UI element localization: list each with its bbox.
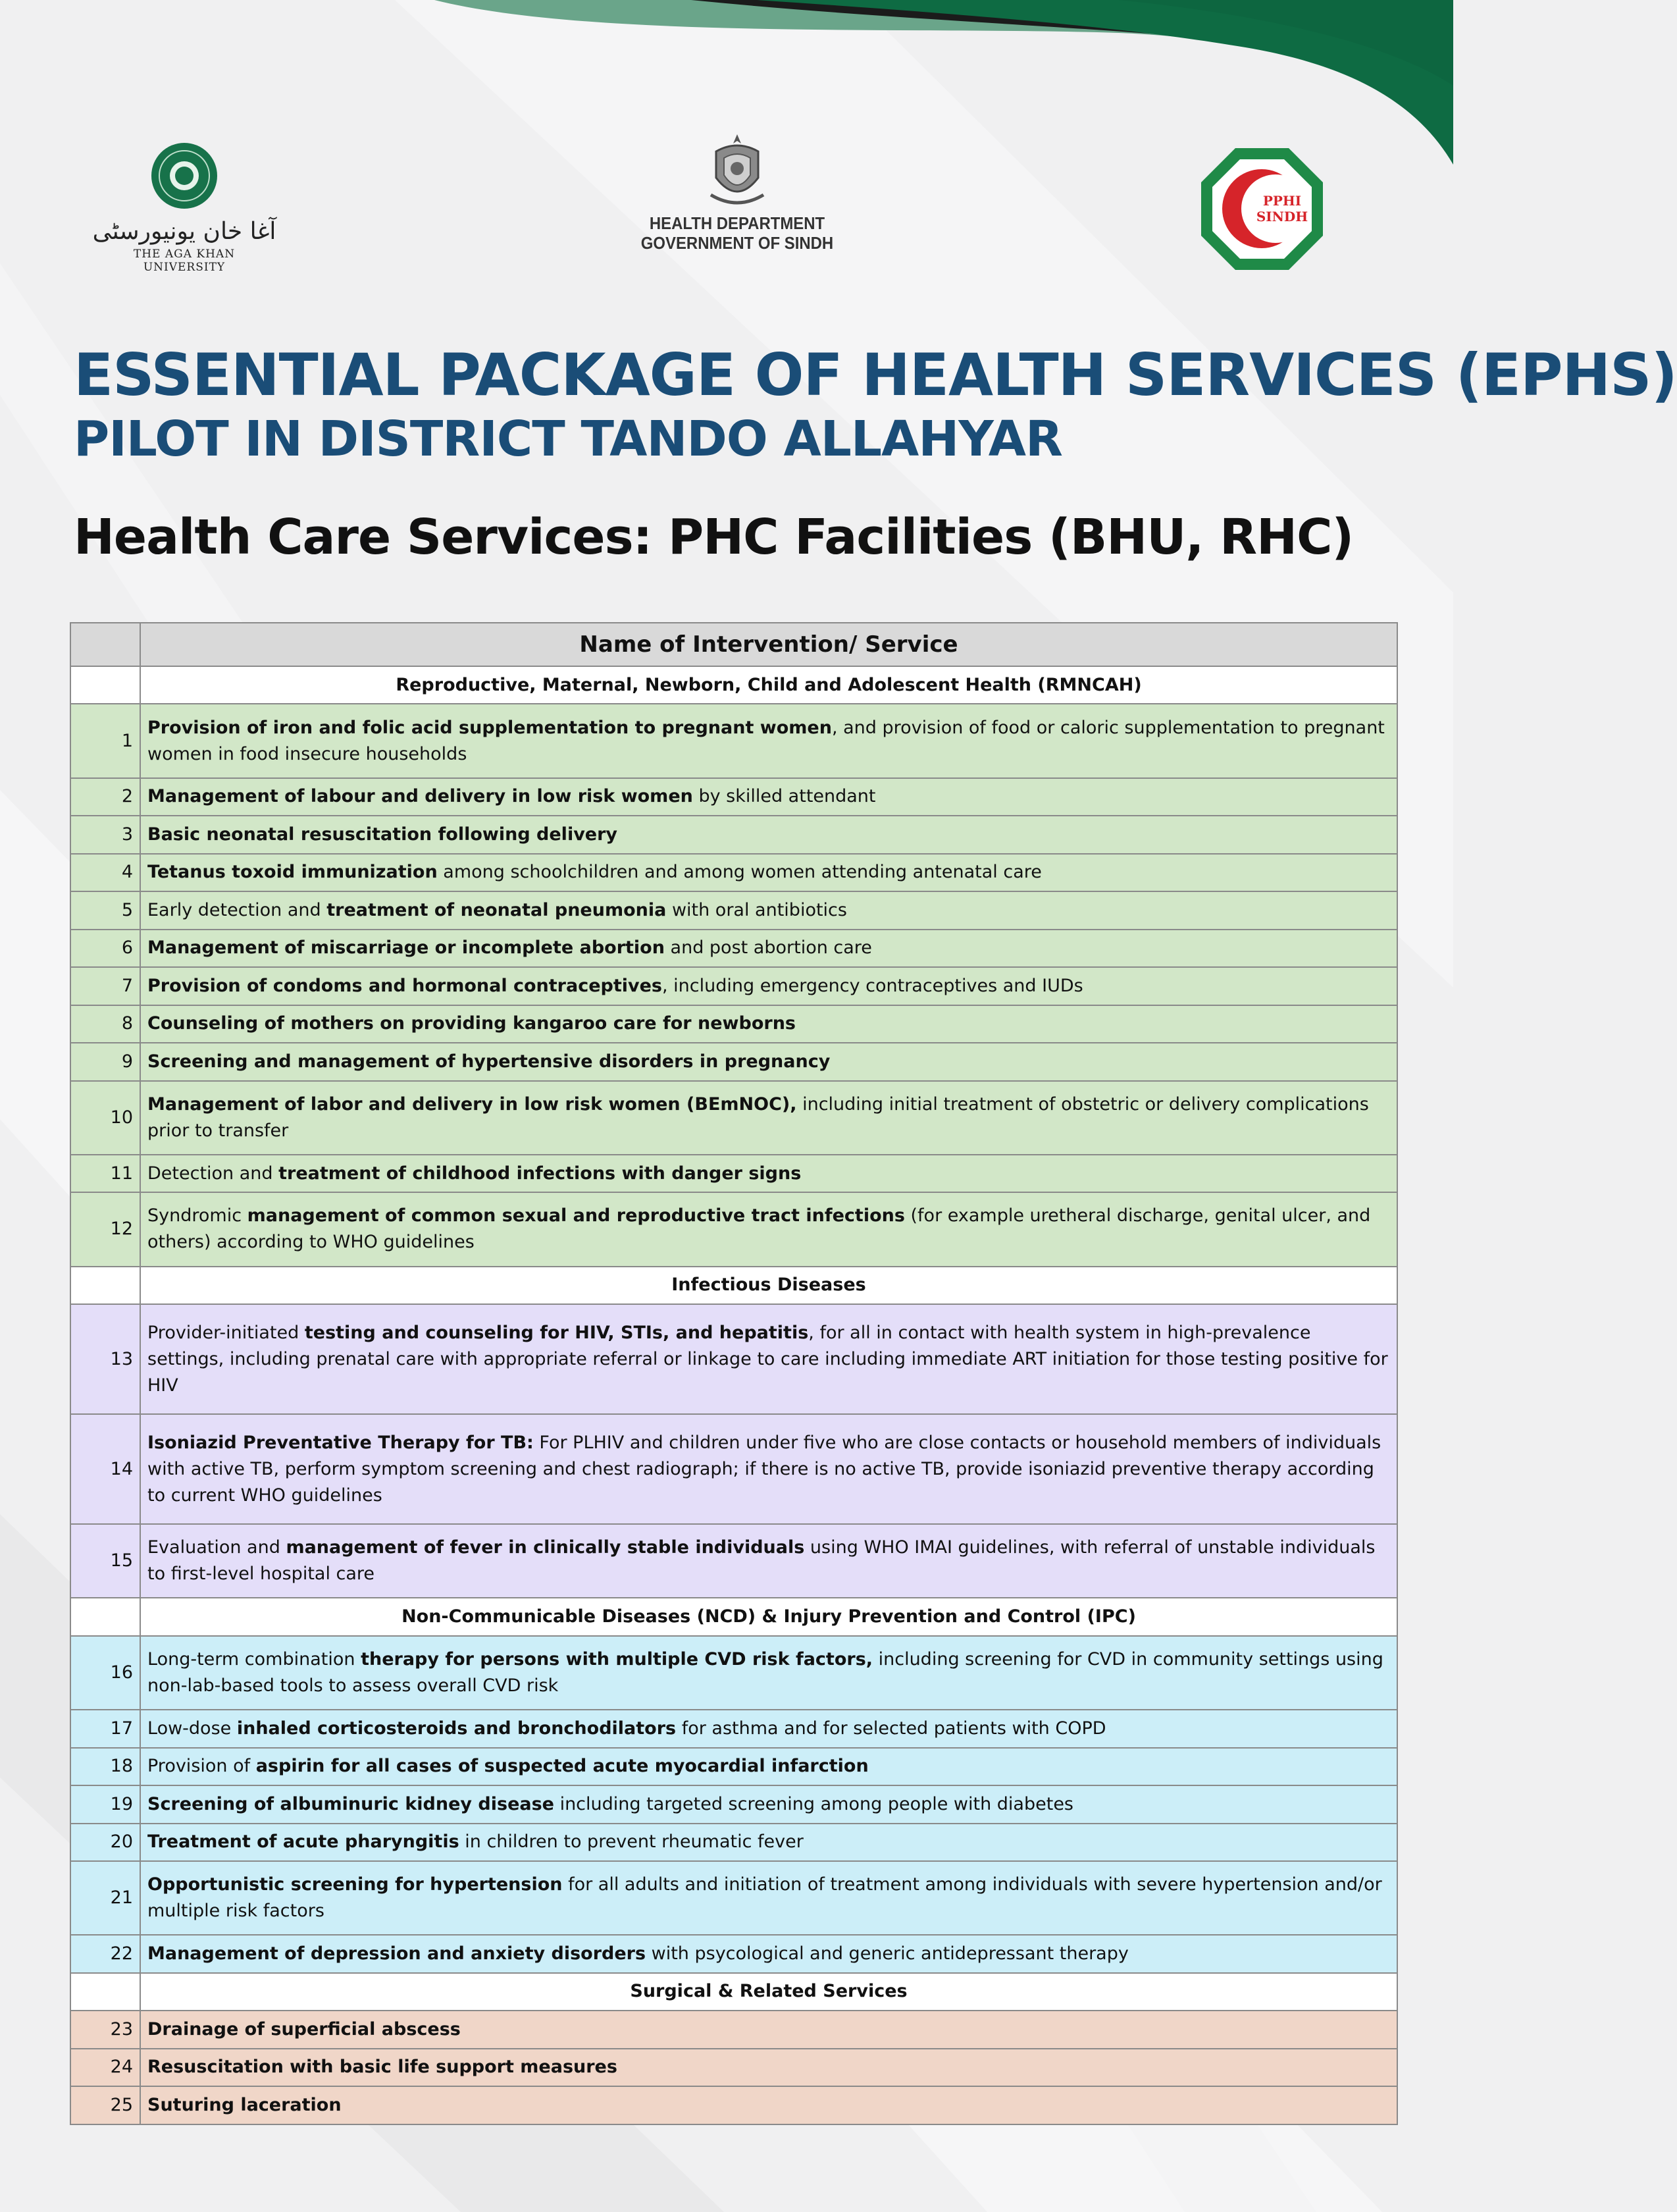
service-description bbox=[140, 1192, 1397, 1266]
service-text-emphasis: Isoniazid Preventative Therapy for TB: bbox=[147, 1432, 534, 1453]
table-row bbox=[70, 1636, 1397, 1710]
health-department-logo bbox=[612, 132, 862, 263]
section-number-cell bbox=[70, 1598, 140, 1635]
service-text-emphasis: treatment of childhood infections with danger signs bbox=[278, 1163, 802, 1184]
table-row bbox=[70, 1304, 1397, 1414]
service-text-post: including screening for CVD in community settings using non-lab-based tools to assess overall CVD risk bbox=[147, 1648, 1383, 1696]
table-header-row bbox=[70, 623, 1397, 666]
service-description bbox=[140, 1785, 1397, 1823]
service-text-post: with psycological and generic antidepressant therapy bbox=[646, 1943, 1129, 1964]
row-number: 6 bbox=[70, 930, 140, 967]
row-number: 13 bbox=[70, 1304, 140, 1414]
row-number: 22 bbox=[70, 1935, 140, 1972]
section-title: Reproductive, Maternal, Newborn, Child and Adolescent Health (RMNCAH) bbox=[140, 666, 1397, 704]
aku-urdu-name: آغا خان یونیورسٹی bbox=[92, 218, 276, 245]
service-text-emphasis: management of common sexual and reproductive tract infections bbox=[247, 1205, 905, 1226]
service-description bbox=[140, 1304, 1397, 1414]
table-row bbox=[70, 1748, 1397, 1785]
service-description bbox=[140, 1081, 1397, 1155]
service-text-emphasis: Basic neonatal resuscitation following delivery bbox=[147, 824, 618, 845]
service-description bbox=[140, 1710, 1397, 1747]
government-of-sindh-name: GOVERNMENT OF SINDH bbox=[640, 233, 834, 253]
service-description bbox=[140, 1005, 1397, 1043]
row-number: 8 bbox=[70, 1005, 140, 1043]
row-number: 11 bbox=[70, 1155, 140, 1192]
row-number: 12 bbox=[70, 1192, 140, 1266]
service-text-emphasis: Opportunistic screening for hypertension bbox=[147, 1874, 563, 1895]
service-text-pre: Early detection and bbox=[147, 899, 327, 920]
service-description bbox=[140, 2011, 1397, 2048]
row-number: 10 bbox=[70, 1081, 140, 1155]
service-description bbox=[140, 854, 1397, 891]
service-text-post: for all adults and initiation of treatment among individuals with severe hypertension and/or multiple risk factors bbox=[147, 1874, 1382, 1922]
page-subtitle: Health Care Services: PHC Facilities (BHU, RHC) bbox=[74, 509, 1354, 566]
section-title: Infectious Diseases bbox=[140, 1267, 1397, 1304]
section-title: Surgical & Related Services bbox=[140, 1973, 1397, 2011]
page-title: ESSENTIAL PACKAGE OF HEALTH SERVICES (EPHS) bbox=[74, 341, 1677, 409]
service-text-emphasis: Screening and management of hypertensive disorders in pregnancy bbox=[147, 1051, 831, 1072]
service-text-emphasis: Suturing laceration bbox=[147, 2095, 342, 2116]
pphi-sindh-label: SINDH bbox=[1256, 209, 1308, 224]
service-description bbox=[140, 1524, 1397, 1598]
service-text-post: using WHO IMAI guidelines, with referral of unstable individuals to first-level hospital care bbox=[147, 1537, 1376, 1585]
service-text-pre: Provision of bbox=[147, 1756, 256, 1777]
section-ncd-ipc-header-row bbox=[70, 1598, 1397, 1635]
service-description bbox=[140, 1935, 1397, 1972]
service-text-post: including targeted screening among people with diabetes bbox=[554, 1793, 1073, 1814]
section-number-cell bbox=[70, 666, 140, 704]
table-row bbox=[70, 1861, 1397, 1935]
row-number: 4 bbox=[70, 854, 140, 891]
service-text-emphasis: Management of labour and delivery in low risk women bbox=[147, 786, 693, 807]
row-number: 3 bbox=[70, 816, 140, 853]
service-text-post: and post abortion care bbox=[664, 937, 872, 959]
aga-khan-university-logo bbox=[92, 140, 276, 274]
service-text-post: by skilled attendant bbox=[692, 786, 876, 807]
service-text-post: in children to prevent rheumatic fever bbox=[459, 1831, 804, 1853]
table-row bbox=[70, 2011, 1397, 2048]
row-number: 25 bbox=[70, 2086, 140, 2124]
row-number: 17 bbox=[70, 1710, 140, 1747]
service-text-emphasis: treatment of neonatal pneumonia bbox=[326, 899, 667, 920]
service-text-post: , including emergency contraceptives and IUDs bbox=[662, 975, 1083, 996]
service-description bbox=[140, 778, 1397, 816]
table-row bbox=[70, 778, 1397, 816]
service-text-emphasis: therapy for persons with multiple CVD risk factors, bbox=[361, 1648, 873, 1670]
service-column-header: Name of Intervention/ Service bbox=[140, 623, 1397, 666]
service-text-emphasis: Screening of albuminuric kidney disease bbox=[147, 1793, 554, 1814]
service-text-pre: Syndromic bbox=[147, 1205, 247, 1226]
table-row bbox=[70, 1043, 1397, 1080]
page-title-line2: PILOT IN DISTRICT TANDO ALLAHYAR bbox=[74, 411, 1063, 467]
service-text-emphasis: management of fever in clinically stable individuals bbox=[286, 1537, 805, 1558]
row-number: 2 bbox=[70, 778, 140, 816]
sindh-emblem-icon bbox=[698, 132, 777, 211]
table-row bbox=[70, 967, 1397, 1005]
table-row bbox=[70, 1785, 1397, 1823]
service-text-pre: Low-dose bbox=[147, 1718, 237, 1739]
table-row bbox=[70, 1414, 1397, 1524]
service-text-emphasis: Drainage of superficial abscess bbox=[147, 2018, 461, 2040]
service-description bbox=[140, 704, 1397, 777]
service-text-post: For PLHIV and children under five who are close contacts or household members of individuals with active TB, perform symptom screening and chest radiograph; if there is no active TB, provide isoniazid preventive therapy according to current WHO guidelines bbox=[147, 1432, 1381, 1506]
table-row bbox=[70, 2086, 1397, 2124]
service-text-post: , for all in contact with health system in high-prevalence settings, including prenatal care with appropriate referral or linkage to care including immediate ART initiation for those testing positive for HIV bbox=[147, 1322, 1388, 1396]
table-row bbox=[70, 854, 1397, 891]
table-row bbox=[70, 2049, 1397, 2086]
row-number: 18 bbox=[70, 1748, 140, 1785]
row-number: 7 bbox=[70, 967, 140, 1005]
table-row bbox=[70, 1192, 1397, 1266]
table-row bbox=[70, 704, 1397, 777]
row-number: 9 bbox=[70, 1043, 140, 1080]
service-text-emphasis: Management of miscarriage or incomplete abortion bbox=[147, 937, 665, 959]
services-table-body bbox=[70, 666, 1397, 2124]
service-text-post: (for example uretheral discharge, genital ulcer, and others) according to WHO guidelines bbox=[147, 1205, 1371, 1253]
service-description bbox=[140, 1414, 1397, 1524]
service-description bbox=[140, 930, 1397, 967]
service-text-emphasis: aspirin for all cases of suspected acute myocardial infarction bbox=[255, 1756, 869, 1777]
service-description bbox=[140, 2049, 1397, 2086]
table-row bbox=[70, 1824, 1397, 1861]
aku-emblem-icon bbox=[148, 140, 220, 212]
pphi-label: PPHI bbox=[1262, 193, 1302, 209]
service-text-post: including initial treatment of obstetric or delivery complications prior to transfer bbox=[147, 1093, 1369, 1141]
service-text-post: , and provision of food or caloric supplementation to pregnant women in food insecure households bbox=[147, 717, 1385, 764]
table-row bbox=[70, 1005, 1397, 1043]
table-row bbox=[70, 1935, 1397, 1972]
service-description bbox=[140, 1824, 1397, 1861]
section-number-cell bbox=[70, 1973, 140, 2011]
section-surgical-services-header-row bbox=[70, 1973, 1397, 2011]
service-description bbox=[140, 1748, 1397, 1785]
service-description bbox=[140, 816, 1397, 853]
row-number: 14 bbox=[70, 1414, 140, 1524]
service-description bbox=[140, 1861, 1397, 1935]
service-text-pre: Evaluation and bbox=[147, 1537, 286, 1558]
row-number: 16 bbox=[70, 1636, 140, 1710]
services-table bbox=[70, 622, 1398, 2125]
service-description bbox=[140, 891, 1397, 929]
pphi-sindh-logo bbox=[1198, 145, 1326, 273]
service-text-pre: Provider-initiated bbox=[147, 1322, 305, 1343]
section-infectious-diseases-header-row bbox=[70, 1267, 1397, 1304]
service-description bbox=[140, 2086, 1397, 2124]
row-number: 21 bbox=[70, 1861, 140, 1935]
table-row bbox=[70, 930, 1397, 967]
aku-english-name: THE AGA KHAN UNIVERSITY bbox=[133, 248, 236, 274]
service-text-emphasis: Resuscitation with basic life support measures bbox=[147, 2057, 617, 2078]
service-text-pre: Detection and bbox=[147, 1163, 279, 1184]
pphi-octagon-icon bbox=[1198, 145, 1326, 273]
section-title: Non-Communicable Diseases (NCD) & Injury Prevention and Control (IPC) bbox=[140, 1598, 1397, 1635]
service-text-emphasis: Counseling of mothers on providing kangaroo care for newborns bbox=[147, 1013, 796, 1034]
table-row bbox=[70, 1081, 1397, 1155]
service-description bbox=[140, 1155, 1397, 1192]
service-text-emphasis: Management of labor and delivery in low risk women (BEmNOC), bbox=[147, 1093, 797, 1115]
service-text-emphasis: inhaled corticosteroids and bronchodilators bbox=[236, 1718, 677, 1739]
service-text-emphasis: Provision of condoms and hormonal contraceptives bbox=[147, 975, 662, 996]
service-text-emphasis: Provision of iron and folic acid supplementation to pregnant women bbox=[147, 717, 832, 738]
service-text-emphasis: testing and counseling for HIV, STIs, and hepatitis bbox=[304, 1322, 809, 1343]
row-number: 20 bbox=[70, 1824, 140, 1861]
service-text-emphasis: Treatment of acute pharyngitis bbox=[147, 1831, 459, 1853]
service-text-post: with oral antibiotics bbox=[666, 899, 847, 920]
row-number: 15 bbox=[70, 1524, 140, 1598]
service-text-emphasis: Tetanus toxoid immunization bbox=[147, 862, 438, 883]
service-description bbox=[140, 1043, 1397, 1080]
row-number: 1 bbox=[70, 704, 140, 777]
service-text-post: for asthma and for selected patients with COPD bbox=[676, 1718, 1106, 1739]
table-row bbox=[70, 816, 1397, 853]
service-description bbox=[140, 1636, 1397, 1710]
number-column-header bbox=[70, 623, 140, 666]
table-row bbox=[70, 1524, 1397, 1598]
service-description bbox=[140, 967, 1397, 1005]
service-text-emphasis: Management of depression and anxiety disorders bbox=[147, 1943, 646, 1964]
section-number-cell bbox=[70, 1267, 140, 1304]
row-number: 19 bbox=[70, 1785, 140, 1823]
health-department-name: HEALTH DEPARTMENT bbox=[649, 213, 825, 233]
service-text-pre: Long-term combination bbox=[147, 1648, 361, 1670]
service-text-post: among schoolchildren and among women attending antenatal care bbox=[437, 862, 1042, 883]
section-rmncah-header-row bbox=[70, 666, 1397, 704]
row-number: 5 bbox=[70, 891, 140, 929]
table-row bbox=[70, 1155, 1397, 1192]
row-number: 23 bbox=[70, 2011, 140, 2048]
table-row bbox=[70, 1710, 1397, 1747]
row-number: 24 bbox=[70, 2049, 140, 2086]
table-row bbox=[70, 891, 1397, 929]
